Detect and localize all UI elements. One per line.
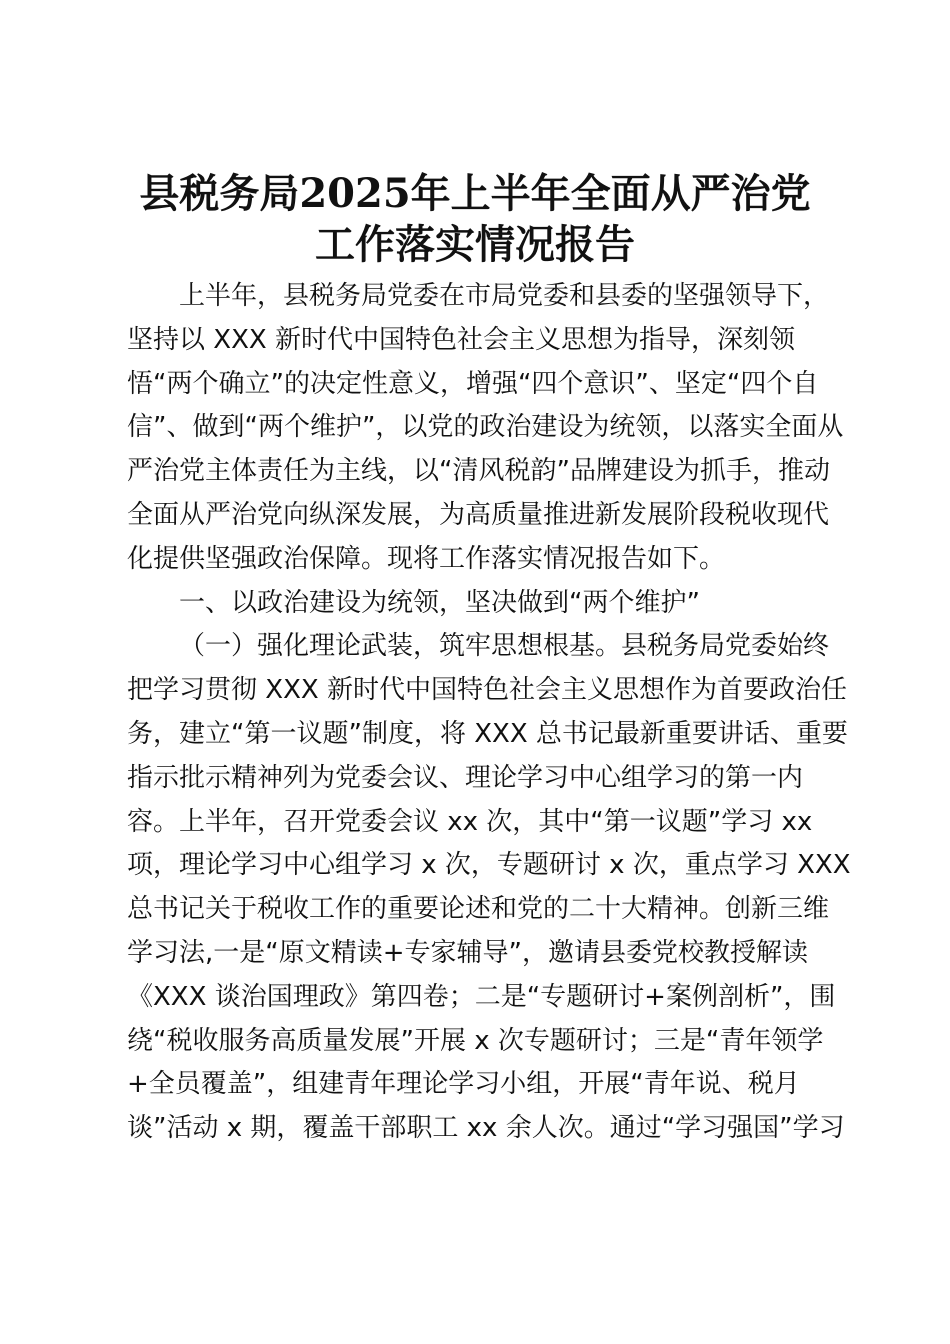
body-line: 《XXX 谈治国理政》第四卷；二是“专题研讨+案例剖析”，围 bbox=[127, 981, 836, 1012]
body-line: 谈”活动 x 期，覆盖干部职工 xx 余人次。通过“学习强国”学习 bbox=[127, 1113, 845, 1144]
body-line: +全员覆盖”，组建青年理论学习小组，开展“青年说、税月 bbox=[127, 1069, 800, 1100]
body-line: 总书记关于税收工作的重要论述和党的二十大精神。创新三维 bbox=[127, 894, 830, 925]
body-line: 指示批示精神列为党委会议、理论学习中心组学习的第一内 bbox=[127, 762, 804, 793]
body-line: 上半年，县税务局党委在市局党委和县委的坚强领导下， bbox=[179, 281, 830, 311]
body-line: 信”、做到“两个维护”，以党的政治建设为统领，以落实全面从 bbox=[127, 412, 844, 443]
body-line: 悟“两个确立”的决定性意义，增强“四个意识”、坚定“四个自 bbox=[127, 368, 819, 399]
body-line: 严治党主体责任为主线，以“清风税韵”品牌建设为抓手，推动 bbox=[127, 456, 830, 487]
body-line: 务，建立“第一议题”制度，将 XXX 总书记最新重要讲话、重要 bbox=[127, 718, 848, 749]
body-line: 全面从严治党向纵深发展，为高质量推进新发展阶段税收现代 bbox=[127, 499, 830, 530]
document-title-line-1: 县税务局2025年上半年全面从严治党 bbox=[139, 170, 811, 217]
body-line: 坚持以 XXX 新时代中国特色社会主义思想为指导，深刻领 bbox=[127, 324, 795, 355]
body-line: 绕“税收服务高质量发展”开展 x 次专题研讨；三是“青年领学 bbox=[127, 1025, 824, 1056]
body-line: 项，理论学习中心组学习 x 次，专题研讨 x 次，重点学习 XXX bbox=[127, 850, 851, 881]
body-line: 容。上半年，召开党委会议 xx 次，其中“第一议题”学习 xx bbox=[127, 806, 813, 837]
body-line: 化提供坚强政治保障。现将工作落实情况报告如下。 bbox=[127, 543, 726, 574]
section-heading: 一、以政治建设为统领，坚决做到“两个维护” bbox=[179, 587, 700, 618]
document-body bbox=[127, 275, 851, 1151]
body-line: 把学习贯彻 XXX 新时代中国特色社会主义思想作为首要政治任 bbox=[127, 675, 847, 706]
body-line: （一）强化理论武装，筑牢思想根基。县税务局党委始终 bbox=[179, 631, 830, 662]
document-title-line-2: 工作落实情况报告 bbox=[315, 221, 635, 268]
body-line: 学习法,一是“原文精读+专家辅导”，邀请县委党校教授解读 bbox=[127, 937, 808, 968]
